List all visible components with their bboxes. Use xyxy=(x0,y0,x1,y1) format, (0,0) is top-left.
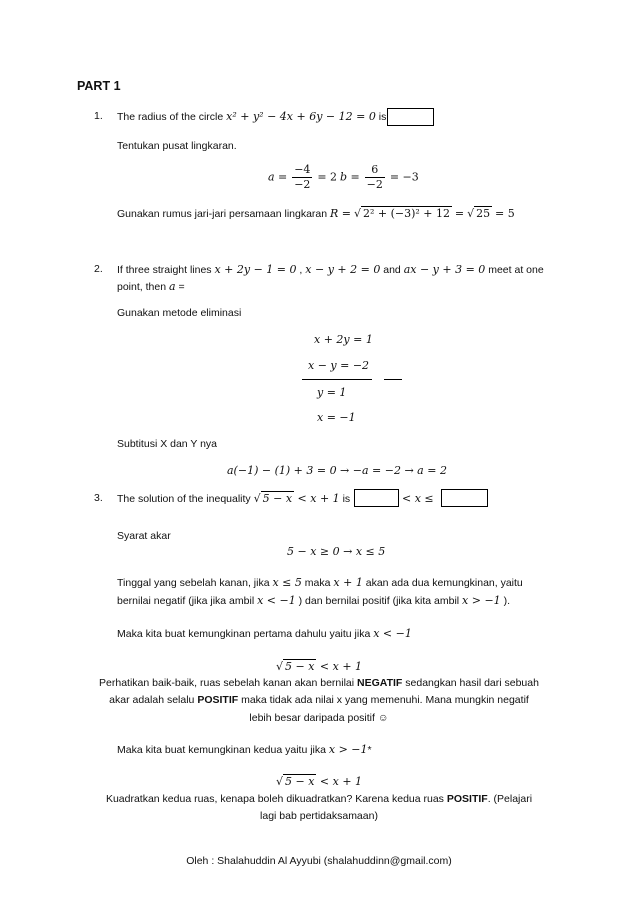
part-heading: PART 1 xyxy=(77,79,121,93)
q3-note4-c: . (Pelajari xyxy=(487,793,533,805)
q3-case2-b: x > −1 xyxy=(328,743,368,756)
q2-result: a(−1) − (1) + 3 = 0 → −a = −2 → a = 2 xyxy=(227,464,447,477)
q3-note1-c: sedangkan hasil dari sebuah xyxy=(402,677,539,689)
q2-line2: x − y + 2 = 0 xyxy=(305,263,381,276)
q3-paragraph-line1 xyxy=(117,576,523,589)
q3-note4-b: POSITIF xyxy=(446,793,488,805)
q2-eq2: x − y = −2 xyxy=(308,359,370,372)
q2-sum-line xyxy=(302,379,372,380)
q3-lead: The solution of the inequality xyxy=(117,493,254,505)
q3-p1-d: x + 1 xyxy=(333,576,363,589)
q3-case1-radicand: 5 − x xyxy=(284,660,315,673)
q1-is: is xyxy=(375,111,387,123)
q2-prompt xyxy=(117,263,544,276)
q3-case2-rhs: < x + 1 xyxy=(316,775,363,788)
q1-answer-box[interactable] xyxy=(387,108,434,126)
q2-line-b-end: = xyxy=(175,281,185,293)
q3-case2 xyxy=(117,743,372,756)
q3-case1-b: x < −1 xyxy=(373,627,412,640)
q3-syarat-eq: 5 − x ≥ 0 → x ≤ 5 xyxy=(287,545,386,558)
q1-formula-radicand2: 25 xyxy=(476,207,491,220)
q2-lead: If three straight lines xyxy=(117,264,215,276)
q1-b-val: = −3 xyxy=(389,170,419,184)
q3-paragraph-line2 xyxy=(117,594,510,607)
q3-syarat: Syarat akar xyxy=(117,530,171,542)
q3-prompt: The solution of the inequality √ 5 − x < x + 1 is xyxy=(117,492,351,505)
q3-p1-a: Tinggal yang sebelah kanan, jika xyxy=(117,577,273,589)
q3-p2-c: ) dan bernilai positif (jika kita ambil xyxy=(295,595,463,607)
q1-formula-r: R = xyxy=(330,207,352,220)
q3-p2-d: x > −1 xyxy=(462,594,501,607)
q3-case1-rhs: < x + 1 xyxy=(316,660,363,673)
q3-upper-bound-box[interactable] xyxy=(441,489,488,507)
q1-formula-eq: = xyxy=(454,207,465,220)
q1-a-val: = 2 xyxy=(317,170,338,184)
q2-comma: , xyxy=(296,264,306,276)
q3-p1-e: akan ada dua kemungkinan, yaitu xyxy=(362,577,523,589)
q3-note2-c: maka tidak ada nilai x yang memenuhi. Mana mungkin negatif xyxy=(238,694,529,706)
q3-note2-b: POSITIF xyxy=(197,694,239,706)
q2-eq1: x + 2y = 1 xyxy=(314,333,373,346)
q1-formula-text: Gunakan rumus jari-jari persamaan lingkaran xyxy=(117,208,331,220)
q1-formula-result: = 5 xyxy=(495,207,515,220)
q3-mid: < x ≤ xyxy=(402,492,434,505)
q1-formula: Gunakan rumus jari-jari persamaan lingkaran R = √ 2² + (−3)² + 12 = √ 25 = 5 xyxy=(117,207,515,220)
q1-a-den: −2 xyxy=(294,178,311,191)
q2-prompt-line2 xyxy=(117,280,185,293)
q2-subst: Subtitusi X dan Y nya xyxy=(117,438,218,450)
q3-p1-b: x ≤ 5 xyxy=(272,576,302,589)
q2-method: Gunakan metode eliminasi xyxy=(117,307,242,319)
q1-b-label: b = xyxy=(339,170,360,184)
q3-case1-a: Maka kita buat kemungkinan pertama dahulu yaitu jika xyxy=(117,628,374,640)
q3-number: 3. xyxy=(94,492,103,504)
q3-note-line2 xyxy=(0,694,638,706)
q3-case2-radicand: 5 − x xyxy=(284,775,315,788)
q3-note1-a: Perhatikan baik-baik, ruas sebelah kanan akan bernilai xyxy=(99,677,358,689)
q3-case2-ineq: √ 5 − x < x + 1 xyxy=(275,775,363,788)
q3-note-line4 xyxy=(0,793,638,805)
q3-lower-bound-box[interactable] xyxy=(354,489,399,507)
footer-credit: Oleh : Shalahuddin Al Ayyubi (shalahuddinn@gmail.com) xyxy=(186,855,452,867)
q3-p2-b: x < −1 xyxy=(257,594,296,607)
q1-formula-radicand: 2² + (−3)² + 12 xyxy=(362,207,450,220)
q3-p2-e: ). xyxy=(500,595,511,607)
q1-b-num: 6 xyxy=(365,163,385,178)
q3-note1-b: NEGATIF xyxy=(357,677,403,689)
q3-note4-a: Kuadratkan kedua ruas, kenapa boleh dikuadratkan? Karena kedua ruas xyxy=(105,793,447,805)
q2-line-b-var: a xyxy=(168,280,176,293)
q3-case2-c: * xyxy=(367,744,372,756)
q3-case1 xyxy=(117,627,412,640)
q2-eq4: x = −1 xyxy=(317,411,356,424)
q1-center-calc xyxy=(268,163,419,192)
q2-line1: x + 2y − 1 = 0 xyxy=(214,263,297,276)
q2-number: 2. xyxy=(94,263,103,275)
q1-equation: x² + y² − 4x + 6y − 12 = 0 xyxy=(226,110,376,123)
q3-p1-c: maka xyxy=(301,577,334,589)
q2-and: and xyxy=(380,264,404,276)
q1-prompt xyxy=(117,110,386,123)
q1-instruction: Tentukan pusat lingkaran. xyxy=(117,140,237,152)
q3-note2-a: akar adalah selalu xyxy=(109,694,198,706)
q1-a-num: −4 xyxy=(294,163,311,176)
q3-note-line1 xyxy=(0,677,638,689)
q3-p2-a: bernilai negatif (jika jika ambil xyxy=(117,595,258,607)
q3-case1-ineq: √ 5 − x < x + 1 xyxy=(275,660,363,673)
q3-ineq: < x + 1 xyxy=(294,492,340,505)
q3-case2-a: Maka kita buat kemungkinan kedua yaitu jika xyxy=(117,744,329,756)
q3-radicand: 5 − x xyxy=(262,492,293,505)
q1-lead: The radius of the circle xyxy=(117,111,227,123)
q3-note-line5: lagi bab pertidaksamaan) xyxy=(260,810,378,822)
q1-number: 1. xyxy=(94,110,103,122)
q3-note-line3: lebih besar daripada positif ☺ xyxy=(249,712,389,724)
q2-line-b: point, then xyxy=(117,281,169,293)
q3-is: is xyxy=(339,493,351,505)
q1-a-label: a = xyxy=(268,170,288,184)
q1-b-den: −2 xyxy=(366,178,383,191)
q2-line3: ax − y + 3 = 0 xyxy=(403,263,486,276)
q2-eq3: y = 1 xyxy=(317,386,347,399)
q2-tail: meet at one xyxy=(485,264,544,276)
q2-minus-sign xyxy=(384,379,402,380)
